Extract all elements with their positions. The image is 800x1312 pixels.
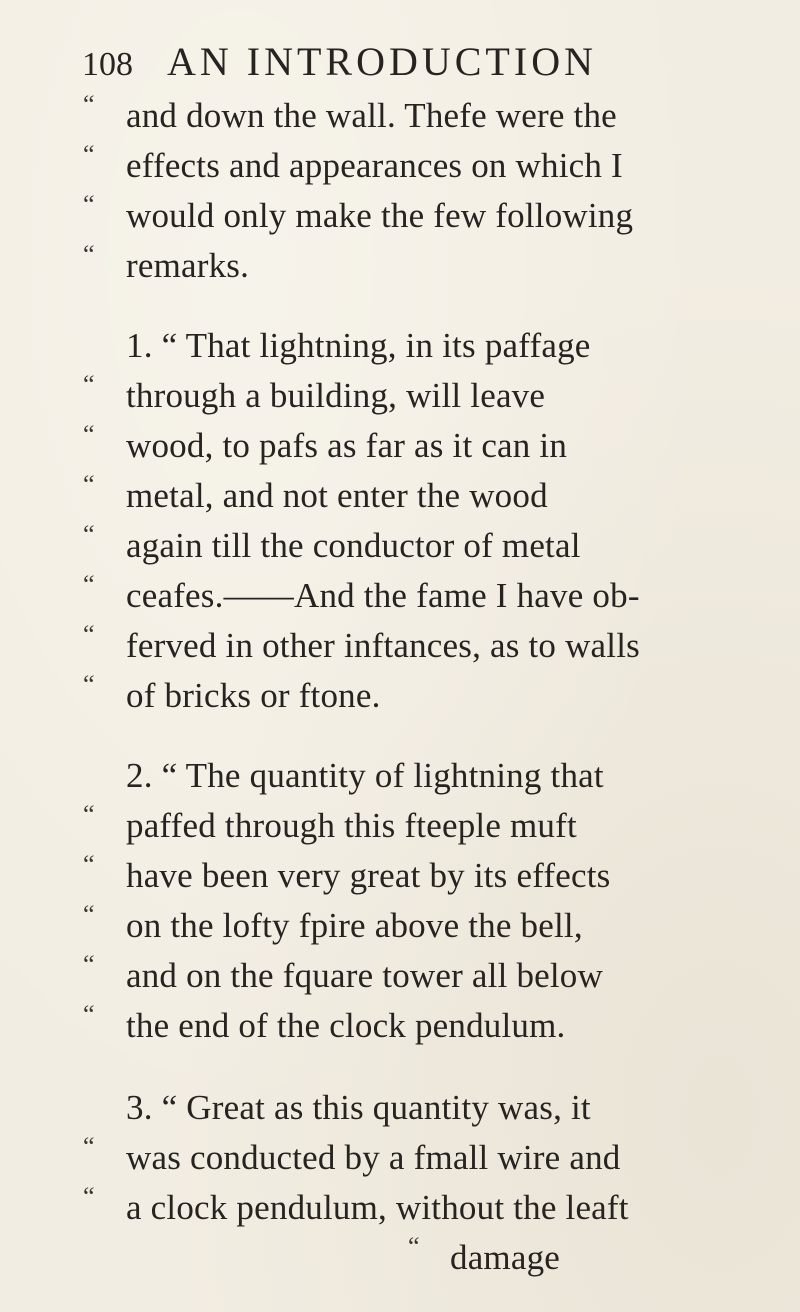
page-number: 108 [82, 46, 133, 83]
quote-mark: “ [83, 950, 95, 979]
quote-mark: “ [83, 1000, 95, 1029]
line-text: would only make the few following [126, 196, 634, 235]
quote-mark: “ [83, 240, 95, 269]
line-text: 1. “ That lightning, in its paffage [126, 326, 591, 365]
line-text: through a building, will leave [126, 376, 546, 415]
line-text: again till the conductor of metal [126, 526, 581, 565]
line-text: on the lofty fpire above the bell, [126, 906, 583, 945]
line-text: metal, and not enter the wood [126, 476, 548, 515]
quote-mark: “ [83, 190, 95, 219]
quote-mark: “ [83, 90, 95, 119]
line-text: wood, to pafs as far as it can in [126, 426, 568, 465]
quote-mark: “ [408, 1232, 420, 1261]
page-header [82, 38, 597, 88]
line-text: paffed through this fteeple muft [126, 806, 577, 845]
quote-mark: “ [83, 420, 95, 449]
line-text: and on the fquare tower all below [126, 956, 603, 995]
quote-mark: “ [83, 520, 95, 549]
line-text: of bricks or ftone. [126, 676, 381, 715]
line-text: 3. “ Great as this quantity was, it [126, 1088, 591, 1127]
line-text: and down the wall. Thefe were the [126, 96, 617, 135]
line-text: remarks. [126, 246, 250, 285]
line-text: a clock pendulum, without the leaft [126, 1188, 629, 1227]
quote-mark: “ [83, 800, 95, 829]
line-text: ferved in other inftances, as to walls [126, 626, 640, 665]
quote-mark: “ [83, 140, 95, 169]
running-head: AN INTRODUCTION [167, 39, 597, 84]
line-text: 2. “ The quantity of lightning that [126, 756, 604, 795]
quote-mark: “ [83, 1132, 95, 1161]
quote-mark: “ [83, 570, 95, 599]
line-text: ceafes.——And the fame I have ob- [126, 576, 640, 615]
quote-mark: “ [83, 370, 95, 399]
line-text: was conducted by a fmall wire and [126, 1138, 621, 1177]
quote-mark: “ [83, 1182, 95, 1211]
line-text: effects and appearances on which I [126, 146, 623, 185]
quote-mark: “ [83, 470, 95, 499]
quote-mark: “ [83, 670, 95, 699]
quote-mark: “ [83, 900, 95, 929]
line-text: the end of the clock pendulum. [126, 1006, 566, 1045]
quote-mark: “ [83, 620, 95, 649]
quote-mark: “ [83, 850, 95, 879]
line-text: have been very great by its effects [126, 856, 611, 895]
catchword: damage [450, 1238, 561, 1277]
